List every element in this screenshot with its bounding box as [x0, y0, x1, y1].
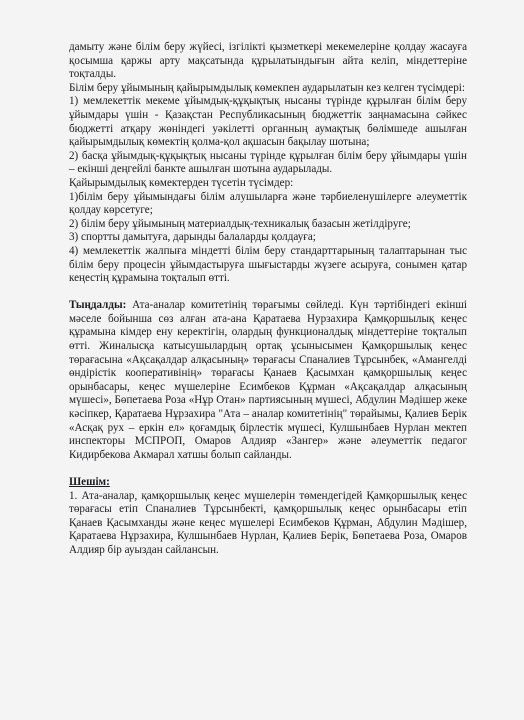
spending-item-1: 1)білім беру ұйымындағы білім алушыларға және тәрбиеленушілерге әлеуметтік қолдау көрсетуге; — [69, 190, 467, 217]
paragraph-intro: дамыту және білім беру жүйесі, ізгілікті қызметкері мекемелеріне қолдау жасауға қосымша қаржы арту мақсатында құрылатындығын айта келіп, міндеттеріне тоқталды. — [69, 41, 467, 81]
listened-label: Тыңдалды: — [69, 299, 127, 312]
paragraph-spending-intro: Қайырымдылық көмектерден түсетін түсімдер: — [69, 176, 294, 189]
decision-label: Шешім: — [69, 476, 110, 488]
paragraph-purpose-intro: Білім беру ұйымының қайырымдылық көмекпен аударылатын кез келген түсімдері: — [69, 81, 465, 94]
document-body — [69, 41, 467, 558]
spending-item-3: 3) спортты дамытуға, дарынды балаларды қолдауға; — [69, 231, 316, 244]
paragraph-listened — [69, 299, 467, 462]
decision-heading — [69, 476, 467, 490]
decision-text: 1. Ата-аналар, қамқоршылық кеңес мүшелерін төмендегідей Қамқоршылық кеңес төрағасы етіп Спаналиев Тұрсынбекті, қамқоршылық кеңес орынбасары етіп Қанаев Қасымханды және кеңес мүшелері Есимбеков Құрман, Абдулин Мәдішер, Қаратаева Нұрзахира, Кулшынбаев Нурлан, Қалиев Берік, Бөпетаева Роза, Омаров Алдияр бір ауыздан сайлансын. — [69, 489, 467, 556]
spending-item-4: 4) мемлекеттік жалпыға міндетті білім беру стандарттарының талаптарынан тыс білім беру процесін ұйымдастыруға шығыстарды жүзеге асыруға, сонымен қатар кеңестің құрамына тоқталып өтті. — [69, 244, 467, 285]
listened-text: Ата-аналар комитетінің төрағымы сөйледі. Күн тәртібіндегі екінші мәселе бойынша сөз алған ата-ана Қаратаева Нурзахира Қамқоршылық кеңес құрамына кімдер ену керектігін, олардың функционалдық міндеттеріне тоқталып өтті. Жиналысқа катысушылардың ортақ ұсынысымен Қамқоршылық кеңес төрағасына «Ақсақалдар алқасының» төрағасы Спаналиев Тұрсынбек, «Амангелді өндірістік кооперативінің» төрағасы Қанаев Қасымхан қамқоршылық кеңес орынбасары, кеңес мүшелеріне Есимбеков Құрман «Ақсақалдар алқасының мүшесі», Бөпетаева Роза «Нұр Отан» партиясының мүшесі, Абдулин Мәдішер жеке кәсіпкер, Қаратаева Нұрзахира "Ата – аналар комитетінің" төрайымы, Қалиев Берік «Асқақ рух – еркін ел» қоғамдық бірлестік мүшесі, Кулшынбаев Нурлан мектеп инспекторы МСПРОП, Омаров Алдияр «Зангер» және әлеуметтік педагог Кидирбекова Акмарал хатшы болып сайланды. — [69, 299, 467, 461]
account-item-2: 2) басқа ұйымдық-құқықтық нысаны түрінде құрылған білім беру ұйымдары үшін – екінші деңгейлі банкте ашылған шотына аударылады. — [69, 149, 467, 176]
account-item-1: 1) мемлекеттік мекеме ұйымдық-құқықтық нысаны түрінде құрылған білім беру ұйымдары үшін - Қазақстан Республикасының бюджеттік заңнамасына сәйкес бюджетті атқару жөніндегі уәкілетті органның аумақтық бөлімшеде ашылған қайырымдылық көмектің қолма-қол ақшасын бақылау шотына; — [69, 95, 467, 149]
spending-item-2: 2) білім беру ұйымының материалдық-техникалық базасын жетілдіруге; — [69, 217, 411, 230]
